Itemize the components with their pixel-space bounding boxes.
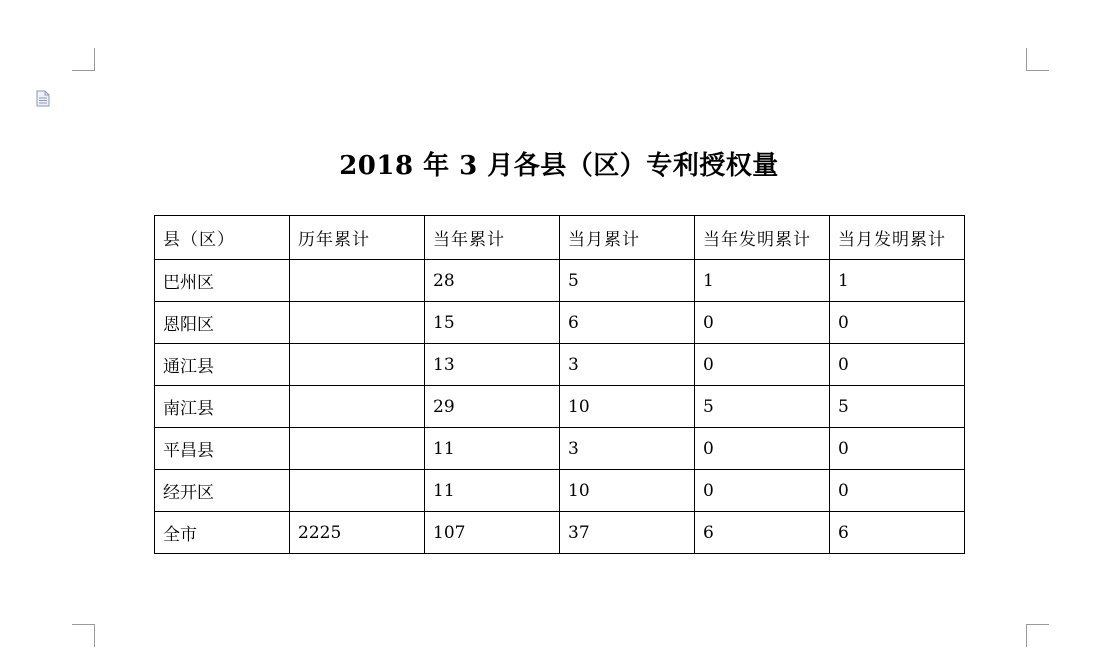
header-county: 县（区） — [155, 216, 290, 260]
table-cell: 3 — [560, 344, 695, 386]
table-cell: 3 — [560, 428, 695, 470]
header-historical-total: 历年累计 — [290, 216, 425, 260]
table-row — [155, 386, 965, 428]
table-cell: 29 — [425, 386, 560, 428]
table-cell: 0 — [830, 428, 965, 470]
table-cell: 0 — [830, 302, 965, 344]
table-cell: 5 — [695, 386, 830, 428]
table-cell: 37 — [560, 512, 695, 554]
table-cell — [290, 386, 425, 428]
table-cell: 0 — [695, 428, 830, 470]
table-cell — [290, 428, 425, 470]
table-cell: 1 — [830, 260, 965, 302]
table-cell: 恩阳区 — [155, 302, 290, 344]
table-cell: 28 — [425, 260, 560, 302]
table-cell: 13 — [425, 344, 560, 386]
table-row — [155, 470, 965, 512]
table-cell: 通江县 — [155, 344, 290, 386]
page-corner-top-right — [1026, 48, 1049, 71]
header-month-total: 当月累计 — [560, 216, 695, 260]
document-icon[interactable] — [36, 90, 50, 107]
table-cell: 0 — [695, 302, 830, 344]
table-cell — [290, 260, 425, 302]
table-cell: 107 — [425, 512, 560, 554]
table-cell: 全市 — [155, 512, 290, 554]
table-cell: 经开区 — [155, 470, 290, 512]
table-cell: 5 — [560, 260, 695, 302]
table-cell — [290, 470, 425, 512]
header-month-invention-total: 当月发明累计 — [830, 216, 965, 260]
table-row — [155, 428, 965, 470]
table-cell: 11 — [425, 428, 560, 470]
table-cell: 15 — [425, 302, 560, 344]
table-cell: 6 — [695, 512, 830, 554]
table-cell: 5 — [830, 386, 965, 428]
table-cell: 10 — [560, 470, 695, 512]
header-year-total: 当年累计 — [425, 216, 560, 260]
table-row-total — [155, 512, 965, 554]
table-cell: 1 — [695, 260, 830, 302]
table-cell — [290, 302, 425, 344]
document-title: 2018 年 3 月各县（区）专利授权量 — [339, 151, 779, 181]
table-cell: 平昌县 — [155, 428, 290, 470]
patent-table — [154, 215, 965, 554]
table-cell: 2225 — [290, 512, 425, 554]
table-header-row — [155, 216, 965, 260]
header-year-invention-total: 当年发明累计 — [695, 216, 830, 260]
table-cell: 巴州区 — [155, 260, 290, 302]
table-cell: 11 — [425, 470, 560, 512]
table-row — [155, 302, 965, 344]
table-cell: 6 — [560, 302, 695, 344]
page-corner-bottom-right — [1026, 624, 1049, 647]
table-cell: 0 — [830, 344, 965, 386]
table-cell: 10 — [560, 386, 695, 428]
table-cell: 6 — [830, 512, 965, 554]
table-row — [155, 344, 965, 386]
table-cell: 0 — [695, 344, 830, 386]
table-cell: 南江县 — [155, 386, 290, 428]
table-row — [155, 260, 965, 302]
page-corner-bottom-left — [72, 624, 95, 647]
page-corner-top-left — [72, 48, 95, 71]
table-cell — [290, 344, 425, 386]
table-cell: 0 — [695, 470, 830, 512]
table-cell: 0 — [830, 470, 965, 512]
